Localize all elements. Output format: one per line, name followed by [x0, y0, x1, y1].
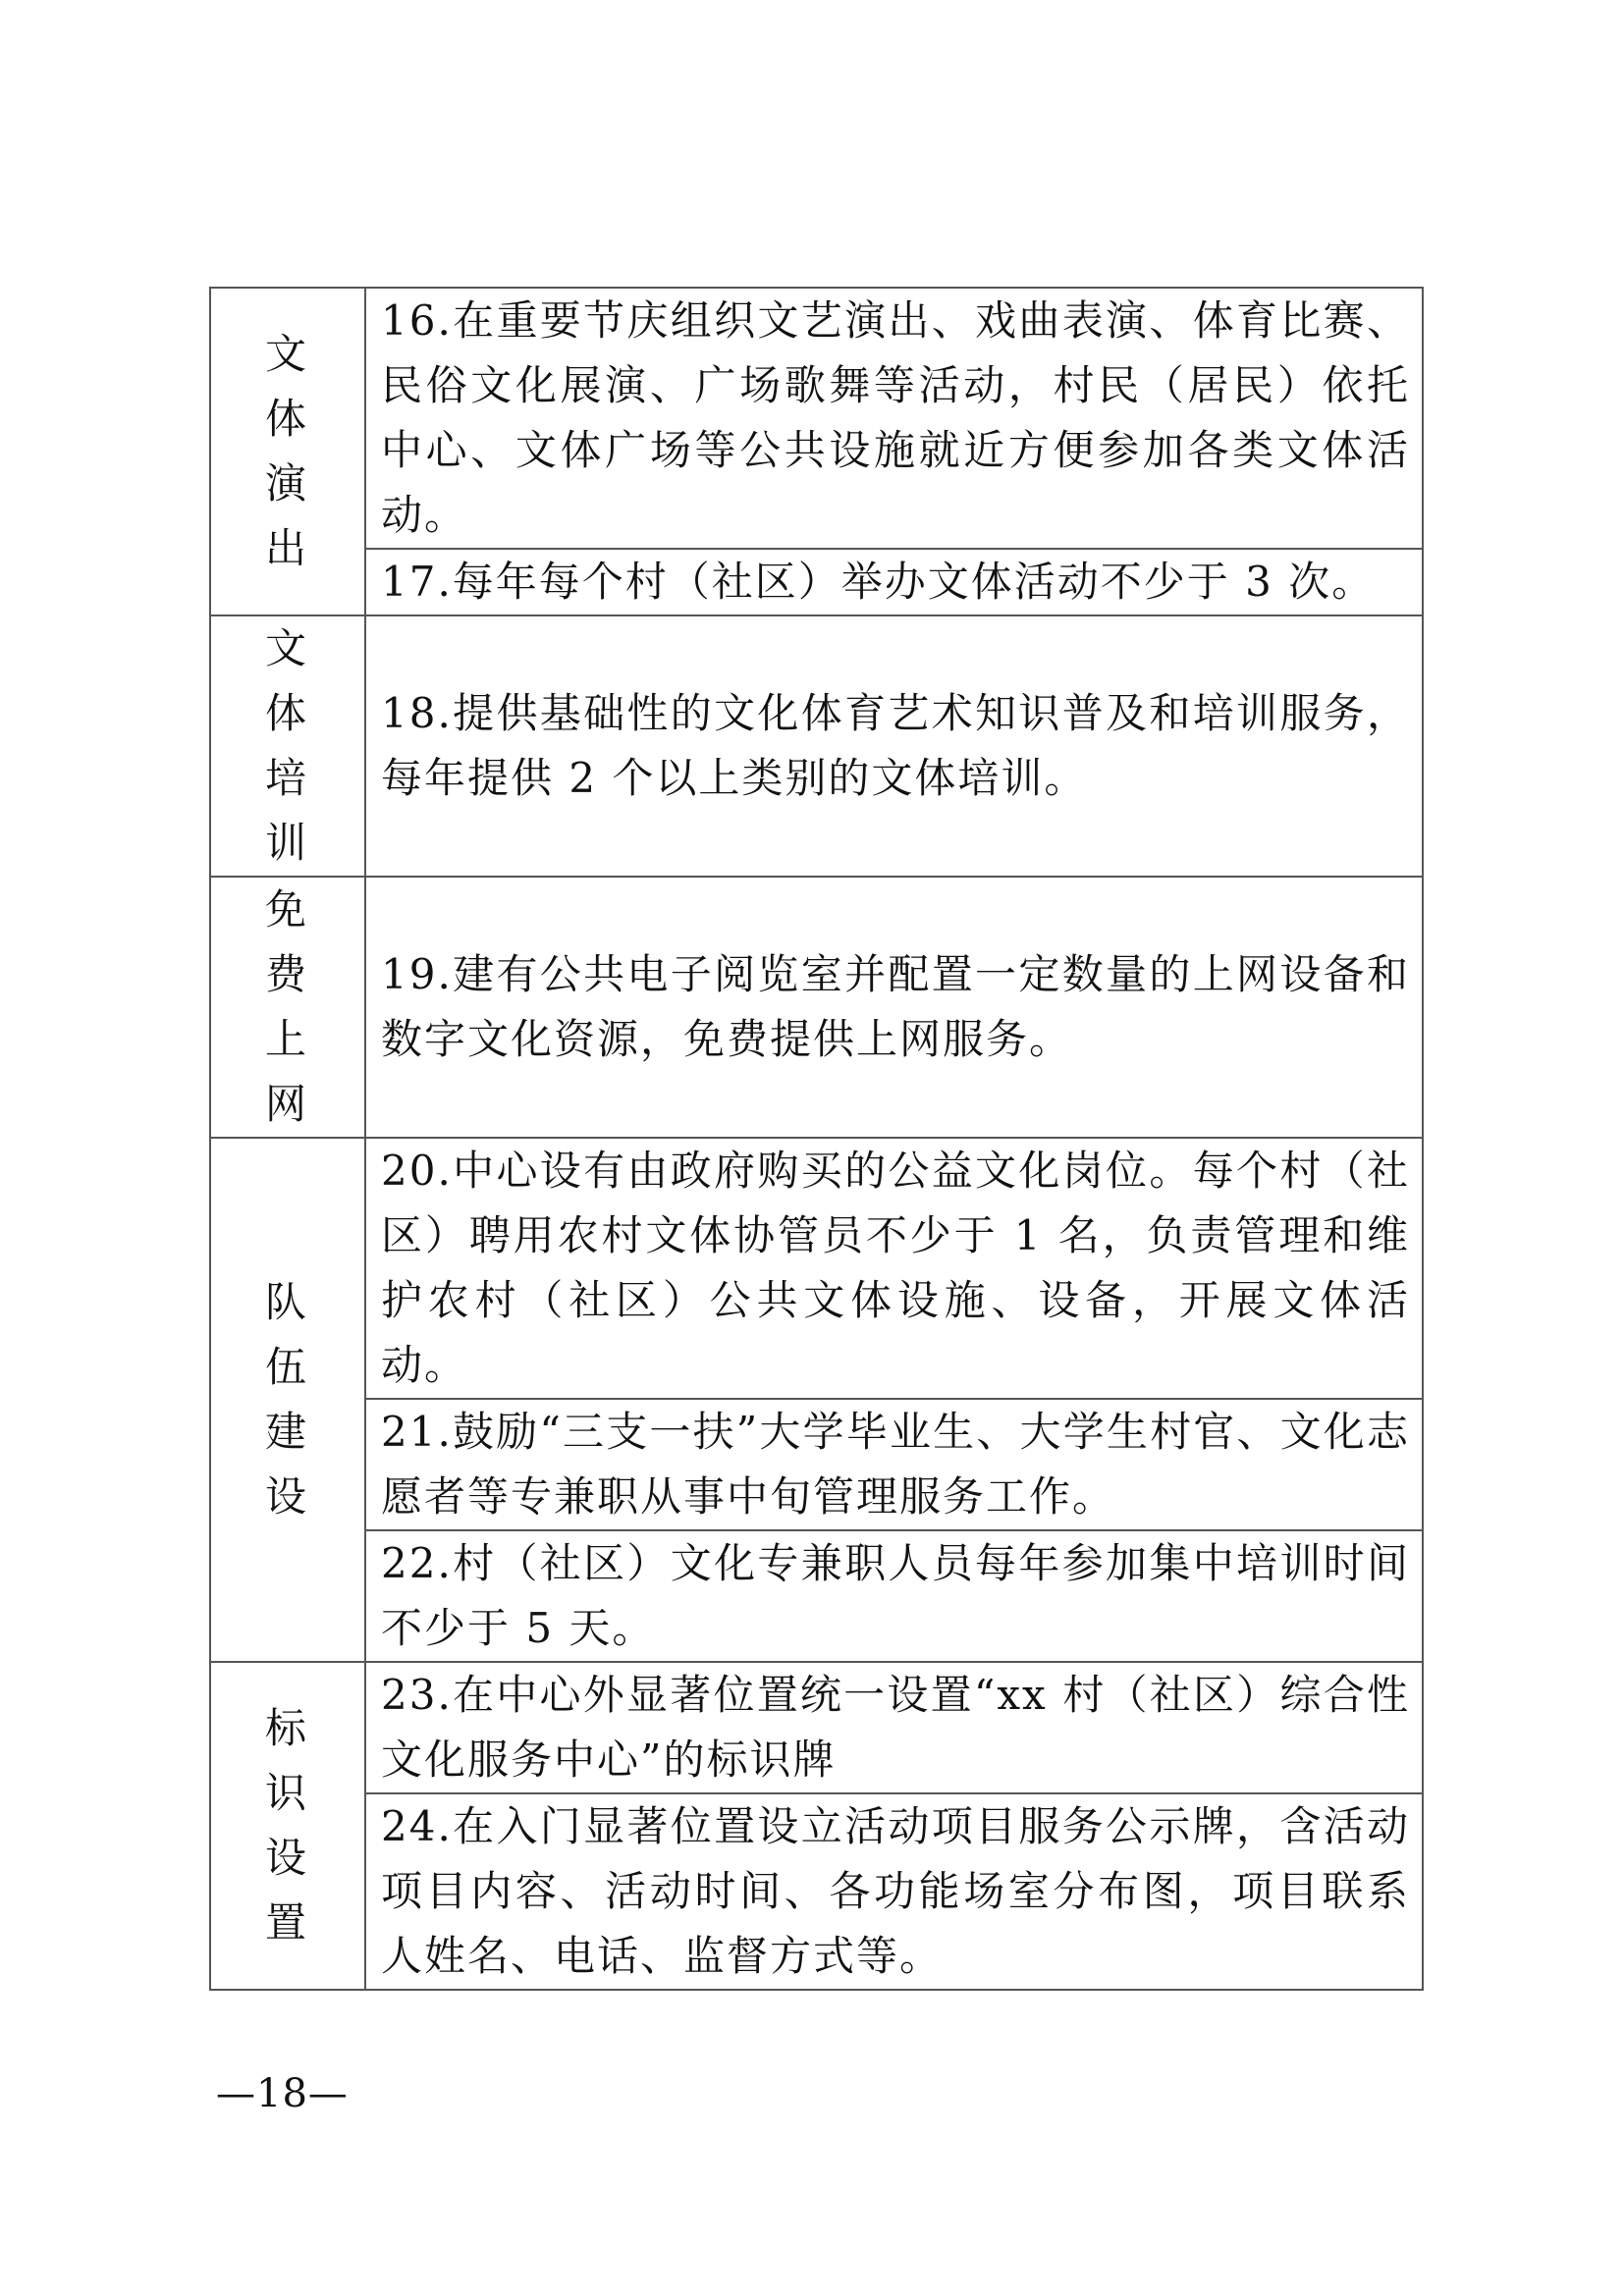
item-cell [365, 1530, 1423, 1662]
table-row [210, 1793, 1423, 1990]
category-label: 队伍建设 [264, 1278, 310, 1521]
category-cell [210, 1138, 365, 1662]
table-row [210, 877, 1423, 1138]
item-text: 17.每年每个村（社区）举办文体活动不少于 3 次。 [381, 558, 1376, 606]
item-cell [365, 877, 1423, 1138]
item-cell [365, 1793, 1423, 1990]
category-label: 标识设置 [264, 1704, 310, 1947]
category-cell [210, 877, 365, 1138]
table-row [210, 1399, 1423, 1530]
table-row [210, 615, 1423, 877]
category-cell [210, 1662, 365, 1990]
item-text: 20.中心设有由政府购买的公益文化岗位。每个村（社区）聘用农村文体协管员不少于 1 名，负责管理和维护农村（社区）公共文体设施、设备，开展文体活动。 [381, 1147, 1410, 1389]
page-number: —18— [216, 2071, 349, 2116]
category-label: 文体培训 [264, 624, 310, 867]
item-cell [365, 1399, 1423, 1530]
item-text: 22.村（社区）文化专兼职人员每年参加集中培训时间不少于 5 天。 [381, 1539, 1410, 1652]
table-row [210, 549, 1423, 615]
item-text: 18.提供基础性的文化体育艺术知识普及和培训服务，每年提供 2 个以上类别的文体培训。 [381, 689, 1410, 802]
category-label: 免费上网 [264, 885, 310, 1128]
item-text: 23.在中心外显著位置统一设置“xx 村（社区）综合性文化服务中心”的标识牌 [381, 1671, 1410, 1784]
item-cell [365, 615, 1423, 877]
item-text: 16.在重要节庆组织文艺演出、戏曲表演、体育比赛、民俗文化展演、广场歌舞等活动，村民（居民）依托中心、文体广场等公共设施就近方便参加各类文体活动。 [381, 296, 1410, 539]
item-cell [365, 1662, 1423, 1793]
table-row [210, 1662, 1423, 1793]
service-standards-table [209, 287, 1424, 1991]
table-row [210, 1138, 1423, 1399]
table-row [210, 1530, 1423, 1662]
item-text: 21.鼓励“三支一扶”大学毕业生、大学生村官、文化志愿者等专兼职从事中旬管理服务工作。 [381, 1408, 1410, 1521]
table-row [210, 288, 1423, 549]
category-label: 文体演出 [264, 330, 310, 572]
item-cell [365, 288, 1423, 549]
category-cell [210, 288, 365, 615]
item-text: 19.建有公共电子阅览室并配置一定数量的上网设备和数字文化资源，免费提供上网服务。 [381, 950, 1410, 1063]
item-text: 24.在入门显著位置设立活动项目服务公示牌，含活动项目内容、活动时间、各功能场室分布图，项目联系人姓名、电话、监督方式等。 [381, 1802, 1410, 1980]
item-cell [365, 549, 1423, 615]
item-cell [365, 1138, 1423, 1399]
category-cell [210, 615, 365, 877]
